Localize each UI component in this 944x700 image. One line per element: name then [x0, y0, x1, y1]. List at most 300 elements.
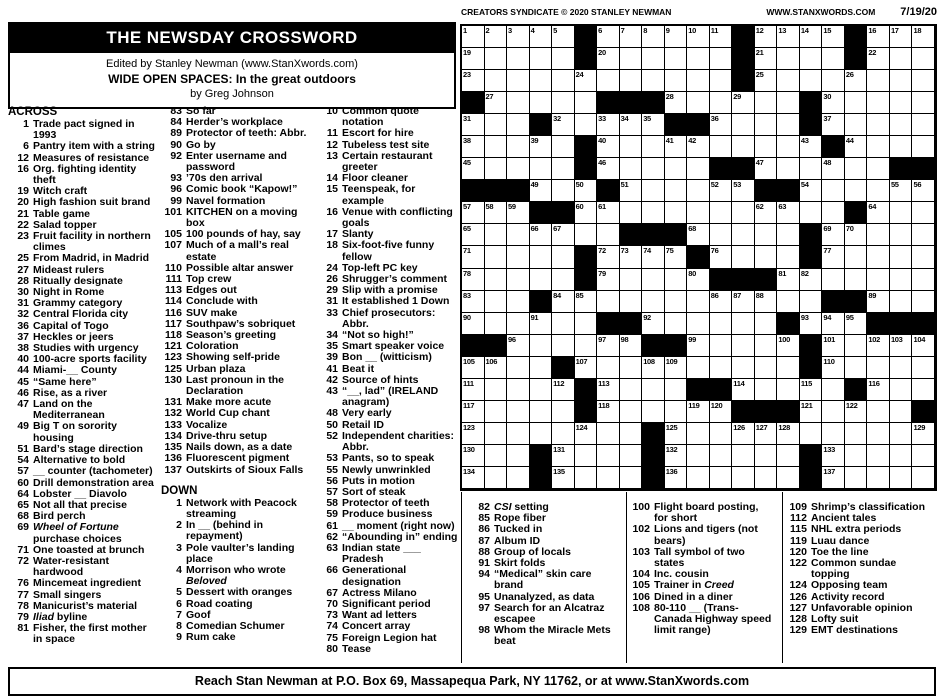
grid-cell[interactable]: [845, 445, 868, 467]
grid-cell[interactable]: [530, 158, 553, 180]
grid-cell[interactable]: [597, 114, 620, 136]
grid-cell[interactable]: [597, 445, 620, 467]
crossword-grid[interactable]: [460, 24, 937, 491]
grid-cell[interactable]: [597, 269, 620, 291]
grid-cell[interactable]: [575, 202, 598, 224]
grid-cell[interactable]: [845, 313, 868, 335]
grid-cell[interactable]: [462, 224, 485, 246]
grid-cell[interactable]: [890, 114, 913, 136]
grid-cell[interactable]: [687, 357, 710, 379]
grid-cell[interactable]: [485, 269, 508, 291]
grid-cell[interactable]: [890, 48, 913, 70]
grid-cell[interactable]: [597, 379, 620, 401]
grid-cell[interactable]: [530, 269, 553, 291]
grid-cell[interactable]: [777, 26, 800, 48]
grid-cell[interactable]: [755, 70, 778, 92]
grid-cell[interactable]: [552, 379, 575, 401]
grid-cell[interactable]: [552, 224, 575, 246]
grid-cell[interactable]: [530, 92, 553, 114]
grid-cell[interactable]: [912, 357, 935, 379]
grid-cell[interactable]: [710, 70, 733, 92]
grid-cell[interactable]: [552, 313, 575, 335]
grid-cell[interactable]: [530, 224, 553, 246]
grid-cell[interactable]: [687, 291, 710, 313]
grid-cell[interactable]: [507, 313, 530, 335]
grid-cell[interactable]: [597, 423, 620, 445]
grid-cell[interactable]: [867, 335, 890, 357]
grid-cell[interactable]: [822, 158, 845, 180]
grid-cell[interactable]: [507, 70, 530, 92]
grid-cell[interactable]: [710, 246, 733, 268]
grid-cell[interactable]: [462, 467, 485, 489]
grid-cell[interactable]: [620, 467, 643, 489]
grid-cell[interactable]: [822, 202, 845, 224]
grid-cell[interactable]: [777, 423, 800, 445]
grid-cell[interactable]: [665, 48, 688, 70]
grid-cell[interactable]: [912, 246, 935, 268]
grid-cell[interactable]: [732, 357, 755, 379]
grid-cell[interactable]: [687, 202, 710, 224]
grid-cell[interactable]: [665, 180, 688, 202]
grid-cell[interactable]: [485, 291, 508, 313]
grid-cell[interactable]: [507, 467, 530, 489]
grid-cell[interactable]: [462, 136, 485, 158]
grid-cell[interactable]: [642, 48, 665, 70]
grid-cell[interactable]: [597, 136, 620, 158]
grid-cell[interactable]: [890, 202, 913, 224]
grid-cell[interactable]: [777, 379, 800, 401]
grid-cell[interactable]: [845, 269, 868, 291]
grid-cell[interactable]: [890, 445, 913, 467]
grid-cell[interactable]: [867, 70, 890, 92]
grid-cell[interactable]: [665, 136, 688, 158]
grid-cell[interactable]: [620, 291, 643, 313]
grid-cell[interactable]: [890, 291, 913, 313]
grid-cell[interactable]: [755, 335, 778, 357]
grid-cell[interactable]: [867, 357, 890, 379]
grid-cell[interactable]: [822, 423, 845, 445]
grid-cell[interactable]: [845, 158, 868, 180]
grid-cell[interactable]: [620, 180, 643, 202]
grid-cell[interactable]: [462, 114, 485, 136]
grid-cell[interactable]: [665, 357, 688, 379]
grid-cell[interactable]: [462, 357, 485, 379]
grid-cell[interactable]: [620, 246, 643, 268]
grid-cell[interactable]: [822, 224, 845, 246]
grid-cell[interactable]: [777, 114, 800, 136]
grid-cell[interactable]: [800, 423, 823, 445]
grid-cell[interactable]: [620, 136, 643, 158]
grid-cell[interactable]: [620, 379, 643, 401]
grid-cell[interactable]: [867, 202, 890, 224]
grid-cell[interactable]: [710, 92, 733, 114]
grid-cell[interactable]: [732, 379, 755, 401]
grid-cell[interactable]: [755, 26, 778, 48]
grid-cell[interactable]: [575, 114, 598, 136]
grid-cell[interactable]: [462, 26, 485, 48]
grid-cell[interactable]: [687, 92, 710, 114]
grid-cell[interactable]: [755, 136, 778, 158]
grid-cell[interactable]: [485, 202, 508, 224]
grid-cell[interactable]: [800, 158, 823, 180]
grid-cell[interactable]: [462, 269, 485, 291]
grid-cell[interactable]: [710, 136, 733, 158]
grid-cell[interactable]: [777, 335, 800, 357]
grid-cell[interactable]: [845, 92, 868, 114]
grid-cell[interactable]: [620, 114, 643, 136]
grid-cell[interactable]: [710, 202, 733, 224]
grid-cell[interactable]: [552, 114, 575, 136]
grid-cell[interactable]: [552, 180, 575, 202]
grid-cell[interactable]: [597, 335, 620, 357]
grid-cell[interactable]: [912, 180, 935, 202]
grid-cell[interactable]: [867, 291, 890, 313]
grid-cell[interactable]: [890, 224, 913, 246]
grid-cell[interactable]: [777, 202, 800, 224]
grid-cell[interactable]: [485, 92, 508, 114]
grid-cell[interactable]: [575, 92, 598, 114]
grid-cell[interactable]: [530, 246, 553, 268]
grid-cell[interactable]: [665, 313, 688, 335]
grid-cell[interactable]: [507, 26, 530, 48]
grid-cell[interactable]: [597, 224, 620, 246]
grid-cell[interactable]: [665, 445, 688, 467]
grid-cell[interactable]: [845, 114, 868, 136]
grid-cell[interactable]: [845, 467, 868, 489]
grid-cell[interactable]: [552, 467, 575, 489]
grid-cell[interactable]: [575, 357, 598, 379]
grid-cell[interactable]: [822, 335, 845, 357]
grid-cell[interactable]: [732, 224, 755, 246]
grid-cell[interactable]: [620, 48, 643, 70]
grid-cell[interactable]: [755, 445, 778, 467]
grid-cell[interactable]: [822, 401, 845, 423]
grid-cell[interactable]: [845, 136, 868, 158]
grid-cell[interactable]: [867, 224, 890, 246]
grid-cell[interactable]: [912, 335, 935, 357]
grid-cell[interactable]: [800, 48, 823, 70]
grid-cell[interactable]: [620, 335, 643, 357]
grid-cell[interactable]: [890, 136, 913, 158]
grid-cell[interactable]: [620, 158, 643, 180]
grid-cell[interactable]: [552, 136, 575, 158]
grid-cell[interactable]: [822, 114, 845, 136]
grid-cell[interactable]: [687, 26, 710, 48]
grid-cell[interactable]: [777, 92, 800, 114]
grid-cell[interactable]: [777, 158, 800, 180]
grid-cell[interactable]: [822, 269, 845, 291]
grid-cell[interactable]: [710, 313, 733, 335]
grid-cell[interactable]: [507, 246, 530, 268]
grid-cell[interactable]: [687, 445, 710, 467]
grid-cell[interactable]: [755, 313, 778, 335]
grid-cell[interactable]: [867, 467, 890, 489]
grid-cell[interactable]: [507, 445, 530, 467]
grid-cell[interactable]: [890, 467, 913, 489]
grid-cell[interactable]: [597, 48, 620, 70]
grid-cell[interactable]: [575, 423, 598, 445]
grid-cell[interactable]: [485, 445, 508, 467]
grid-cell[interactable]: [485, 158, 508, 180]
grid-cell[interactable]: [620, 26, 643, 48]
grid-cell[interactable]: [687, 180, 710, 202]
grid-cell[interactable]: [867, 26, 890, 48]
grid-cell[interactable]: [755, 92, 778, 114]
grid-cell[interactable]: [800, 136, 823, 158]
grid-cell[interactable]: [732, 313, 755, 335]
grid-cell[interactable]: [912, 48, 935, 70]
grid-cell[interactable]: [755, 48, 778, 70]
grid-cell[interactable]: [822, 379, 845, 401]
grid-cell[interactable]: [642, 202, 665, 224]
grid-cell[interactable]: [597, 401, 620, 423]
grid-cell[interactable]: [485, 401, 508, 423]
grid-cell[interactable]: [597, 467, 620, 489]
grid-cell[interactable]: [620, 445, 643, 467]
grid-cell[interactable]: [552, 269, 575, 291]
grid-cell[interactable]: [867, 246, 890, 268]
grid-cell[interactable]: [575, 335, 598, 357]
grid-cell[interactable]: [597, 246, 620, 268]
grid-cell[interactable]: [687, 158, 710, 180]
grid-cell[interactable]: [912, 445, 935, 467]
grid-cell[interactable]: [890, 246, 913, 268]
grid-cell[interactable]: [822, 467, 845, 489]
grid-cell[interactable]: [552, 246, 575, 268]
grid-cell[interactable]: [845, 423, 868, 445]
grid-cell[interactable]: [755, 357, 778, 379]
grid-cell[interactable]: [530, 379, 553, 401]
grid-cell[interactable]: [485, 224, 508, 246]
grid-cell[interactable]: [732, 445, 755, 467]
grid-cell[interactable]: [485, 246, 508, 268]
grid-cell[interactable]: [890, 269, 913, 291]
grid-cell[interactable]: [912, 26, 935, 48]
grid-cell[interactable]: [462, 445, 485, 467]
grid-cell[interactable]: [620, 401, 643, 423]
grid-cell[interactable]: [485, 114, 508, 136]
grid-cell[interactable]: [890, 357, 913, 379]
grid-cell[interactable]: [642, 379, 665, 401]
grid-cell[interactable]: [867, 401, 890, 423]
grid-cell[interactable]: [777, 291, 800, 313]
grid-cell[interactable]: [530, 423, 553, 445]
grid-cell[interactable]: [822, 180, 845, 202]
grid-cell[interactable]: [552, 401, 575, 423]
grid-cell[interactable]: [710, 291, 733, 313]
grid-cell[interactable]: [822, 357, 845, 379]
grid-cell[interactable]: [687, 423, 710, 445]
grid-cell[interactable]: [732, 202, 755, 224]
grid-cell[interactable]: [485, 357, 508, 379]
grid-cell[interactable]: [732, 291, 755, 313]
grid-cell[interactable]: [800, 202, 823, 224]
grid-cell[interactable]: [890, 70, 913, 92]
grid-cell[interactable]: [507, 379, 530, 401]
grid-cell[interactable]: [732, 114, 755, 136]
grid-cell[interactable]: [507, 224, 530, 246]
grid-cell[interactable]: [665, 158, 688, 180]
grid-cell[interactable]: [845, 70, 868, 92]
grid-cell[interactable]: [552, 445, 575, 467]
grid-cell[interactable]: [485, 467, 508, 489]
grid-cell[interactable]: [867, 136, 890, 158]
grid-cell[interactable]: [485, 313, 508, 335]
grid-cell[interactable]: [575, 467, 598, 489]
grid-cell[interactable]: [867, 379, 890, 401]
grid-cell[interactable]: [530, 180, 553, 202]
grid-cell[interactable]: [642, 357, 665, 379]
grid-cell[interactable]: [755, 423, 778, 445]
grid-cell[interactable]: [552, 335, 575, 357]
grid-cell[interactable]: [620, 269, 643, 291]
grid-cell[interactable]: [777, 269, 800, 291]
grid-cell[interactable]: [710, 445, 733, 467]
grid-cell[interactable]: [687, 48, 710, 70]
grid-cell[interactable]: [800, 269, 823, 291]
grid-cell[interactable]: [687, 313, 710, 335]
grid-cell[interactable]: [687, 401, 710, 423]
grid-cell[interactable]: [755, 246, 778, 268]
grid-cell[interactable]: [822, 445, 845, 467]
grid-cell[interactable]: [845, 357, 868, 379]
grid-cell[interactable]: [462, 401, 485, 423]
grid-cell[interactable]: [530, 48, 553, 70]
grid-cell[interactable]: [777, 70, 800, 92]
grid-cell[interactable]: [890, 423, 913, 445]
grid-cell[interactable]: [507, 291, 530, 313]
grid-cell[interactable]: [822, 92, 845, 114]
grid-cell[interactable]: [642, 180, 665, 202]
grid-cell[interactable]: [665, 202, 688, 224]
grid-cell[interactable]: [530, 136, 553, 158]
grid-cell[interactable]: [755, 114, 778, 136]
grid-cell[interactable]: [575, 180, 598, 202]
grid-cell[interactable]: [597, 70, 620, 92]
grid-cell[interactable]: [867, 158, 890, 180]
grid-cell[interactable]: [912, 379, 935, 401]
grid-cell[interactable]: [912, 70, 935, 92]
grid-cell[interactable]: [575, 445, 598, 467]
grid-cell[interactable]: [822, 48, 845, 70]
grid-cell[interactable]: [800, 401, 823, 423]
grid-cell[interactable]: [552, 423, 575, 445]
grid-cell[interactable]: [755, 202, 778, 224]
grid-cell[interactable]: [710, 48, 733, 70]
grid-cell[interactable]: [642, 269, 665, 291]
grid-cell[interactable]: [485, 48, 508, 70]
grid-cell[interactable]: [552, 291, 575, 313]
grid-cell[interactable]: [890, 26, 913, 48]
grid-cell[interactable]: [507, 202, 530, 224]
grid-cell[interactable]: [507, 114, 530, 136]
grid-cell[interactable]: [822, 26, 845, 48]
grid-cell[interactable]: [732, 335, 755, 357]
grid-cell[interactable]: [777, 246, 800, 268]
grid-cell[interactable]: [755, 467, 778, 489]
grid-cell[interactable]: [710, 401, 733, 423]
grid-cell[interactable]: [777, 136, 800, 158]
grid-cell[interactable]: [867, 48, 890, 70]
grid-cell[interactable]: [912, 467, 935, 489]
grid-cell[interactable]: [800, 379, 823, 401]
grid-cell[interactable]: [890, 335, 913, 357]
grid-cell[interactable]: [507, 48, 530, 70]
grid-cell[interactable]: [552, 158, 575, 180]
grid-cell[interactable]: [912, 291, 935, 313]
grid-cell[interactable]: [912, 114, 935, 136]
grid-cell[interactable]: [732, 467, 755, 489]
grid-cell[interactable]: [822, 313, 845, 335]
grid-cell[interactable]: [755, 379, 778, 401]
grid-cell[interactable]: [845, 180, 868, 202]
grid-cell[interactable]: [665, 26, 688, 48]
grid-cell[interactable]: [912, 136, 935, 158]
grid-cell[interactable]: [642, 291, 665, 313]
grid-cell[interactable]: [687, 224, 710, 246]
grid-cell[interactable]: [507, 92, 530, 114]
grid-cell[interactable]: [867, 445, 890, 467]
grid-cell[interactable]: [777, 48, 800, 70]
grid-cell[interactable]: [890, 379, 913, 401]
grid-cell[interactable]: [530, 401, 553, 423]
grid-cell[interactable]: [665, 467, 688, 489]
grid-cell[interactable]: [620, 202, 643, 224]
grid-cell[interactable]: [597, 291, 620, 313]
grid-cell[interactable]: [552, 92, 575, 114]
grid-cell[interactable]: [800, 313, 823, 335]
grid-cell[interactable]: [665, 291, 688, 313]
grid-cell[interactable]: [912, 423, 935, 445]
grid-cell[interactable]: [597, 202, 620, 224]
grid-cell[interactable]: [800, 26, 823, 48]
grid-cell[interactable]: [912, 269, 935, 291]
grid-cell[interactable]: [485, 70, 508, 92]
grid-cell[interactable]: [597, 357, 620, 379]
grid-cell[interactable]: [710, 423, 733, 445]
grid-cell[interactable]: [530, 70, 553, 92]
grid-cell[interactable]: [507, 158, 530, 180]
grid-cell[interactable]: [732, 92, 755, 114]
grid-cell[interactable]: [462, 313, 485, 335]
grid-cell[interactable]: [462, 158, 485, 180]
grid-cell[interactable]: [710, 357, 733, 379]
grid-cell[interactable]: [507, 335, 530, 357]
grid-cell[interactable]: [507, 423, 530, 445]
grid-cell[interactable]: [665, 401, 688, 423]
grid-cell[interactable]: [507, 136, 530, 158]
grid-cell[interactable]: [552, 48, 575, 70]
grid-cell[interactable]: [462, 48, 485, 70]
grid-cell[interactable]: [642, 313, 665, 335]
grid-cell[interactable]: [867, 180, 890, 202]
grid-cell[interactable]: [530, 313, 553, 335]
grid-cell[interactable]: [665, 246, 688, 268]
grid-cell[interactable]: [642, 136, 665, 158]
grid-cell[interactable]: [800, 70, 823, 92]
grid-cell[interactable]: [710, 224, 733, 246]
grid-cell[interactable]: [890, 401, 913, 423]
grid-cell[interactable]: [845, 335, 868, 357]
grid-cell[interactable]: [687, 467, 710, 489]
grid-cell[interactable]: [867, 269, 890, 291]
grid-cell[interactable]: [732, 246, 755, 268]
grid-cell[interactable]: [620, 357, 643, 379]
grid-cell[interactable]: [912, 202, 935, 224]
grid-cell[interactable]: [597, 26, 620, 48]
grid-cell[interactable]: [822, 246, 845, 268]
grid-cell[interactable]: [552, 70, 575, 92]
